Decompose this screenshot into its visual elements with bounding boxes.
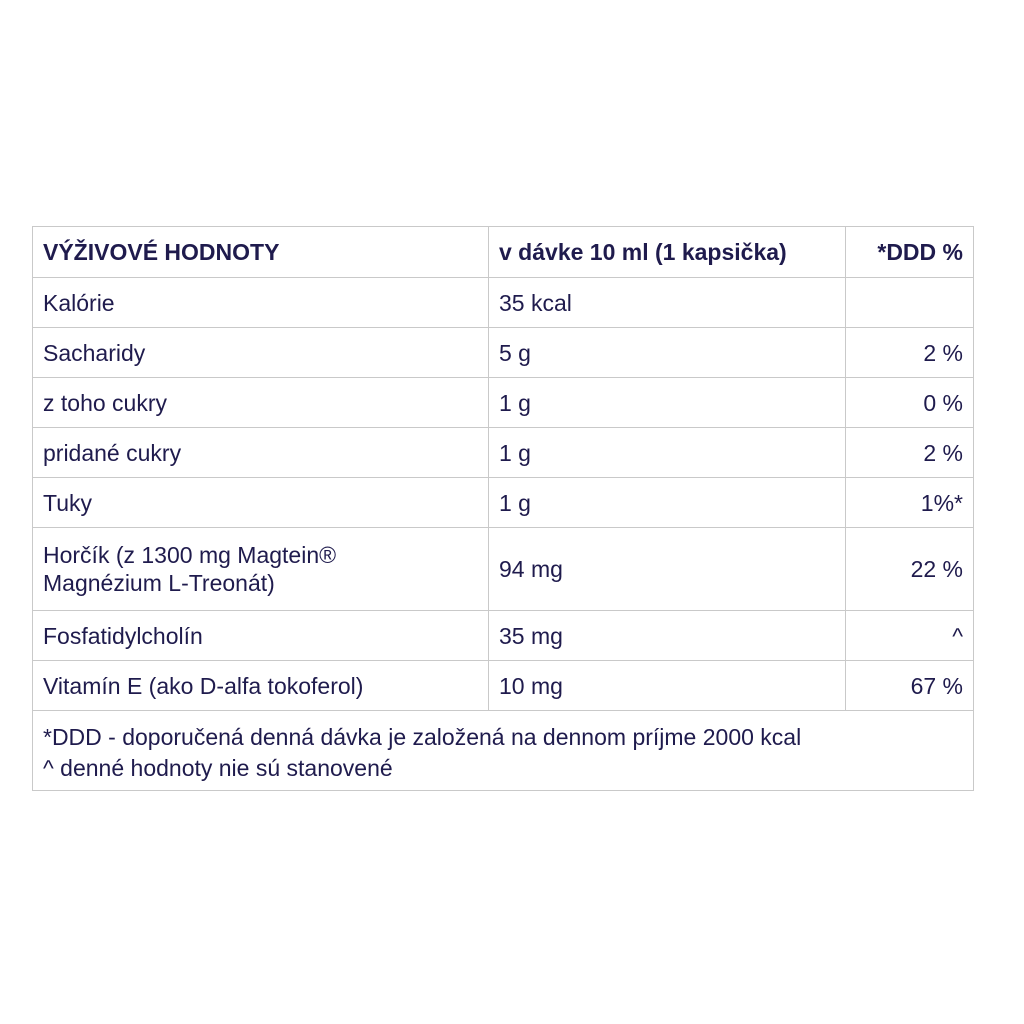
footnote-rdi: *DDD - doporučená denná dávka je založená na dennom príjme 2000 kcal bbox=[43, 723, 802, 750]
row-rdi: 1%* bbox=[846, 478, 974, 528]
row-name-line-2: Magnézium L-Treonát) bbox=[43, 570, 275, 596]
row-rdi: 2 % bbox=[846, 428, 974, 478]
footnote-not-established: ^ denné hodnoty nie sú stanovené bbox=[43, 754, 393, 781]
row-dose: 94 mg bbox=[489, 528, 846, 611]
row-name: z toho cukry bbox=[33, 378, 489, 428]
table-row bbox=[33, 611, 974, 661]
row-name: Sacharidy bbox=[33, 328, 489, 378]
header-nutrition-values: VÝŽIVOVÉ HODNOTY bbox=[33, 227, 489, 278]
row-dose: 10 mg bbox=[489, 661, 846, 711]
table-row bbox=[33, 328, 974, 378]
row-name: pridané cukry bbox=[33, 428, 489, 478]
row-dose: 1 g bbox=[489, 428, 846, 478]
row-name: Fosfatidylcholín bbox=[33, 611, 489, 661]
table-row bbox=[33, 278, 974, 328]
row-name bbox=[33, 528, 489, 611]
table-row bbox=[33, 478, 974, 528]
table-row bbox=[33, 378, 974, 428]
row-dose: 1 g bbox=[489, 378, 846, 428]
table-row bbox=[33, 661, 974, 711]
row-rdi: 2 % bbox=[846, 328, 974, 378]
row-rdi bbox=[846, 278, 974, 328]
header-rdi: *DDD % bbox=[846, 227, 974, 278]
row-name-line-1: Horčík (z 1300 mg Magtein® bbox=[43, 542, 337, 568]
table-row bbox=[33, 428, 974, 478]
row-name: Vitamín E (ako D-alfa tokoferol) bbox=[33, 661, 489, 711]
row-rdi: 0 % bbox=[846, 378, 974, 428]
row-dose: 35 kcal bbox=[489, 278, 846, 328]
footnote-cell bbox=[33, 711, 974, 791]
table-row bbox=[33, 528, 974, 611]
row-dose: 35 mg bbox=[489, 611, 846, 661]
row-name: Kalórie bbox=[33, 278, 489, 328]
footnote-row bbox=[33, 711, 974, 791]
nutrition-table bbox=[32, 226, 974, 791]
row-rdi: 67 % bbox=[846, 661, 974, 711]
row-dose: 5 g bbox=[489, 328, 846, 378]
row-name: Tuky bbox=[33, 478, 489, 528]
header-dose: v dávke 10 ml (1 kapsička) bbox=[489, 227, 846, 278]
row-rdi: 22 % bbox=[846, 528, 974, 611]
table-header-row bbox=[33, 227, 974, 278]
row-rdi: ^ bbox=[846, 611, 974, 661]
row-dose: 1 g bbox=[489, 478, 846, 528]
